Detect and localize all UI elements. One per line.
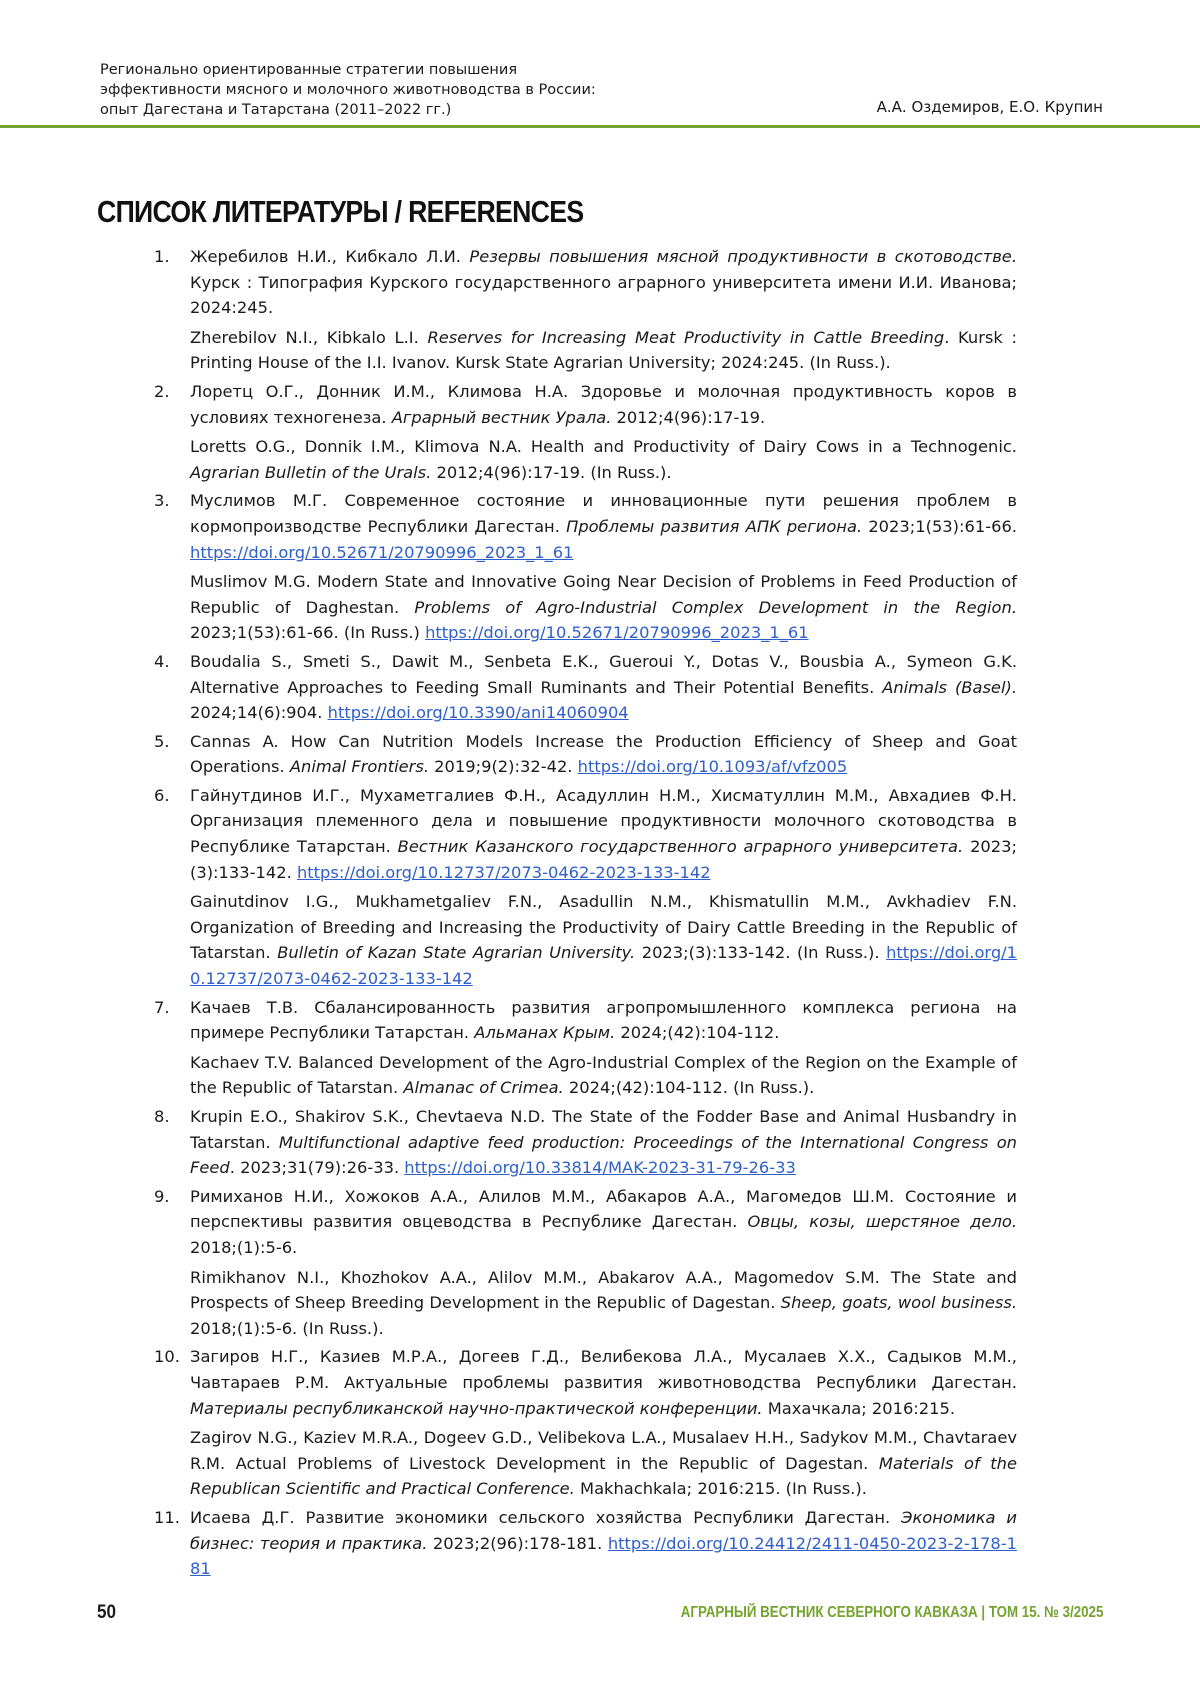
reference-item (140, 995, 1017, 1101)
running-authors: А.А. Оздемиров, Е.О. Крупин (876, 98, 1103, 116)
reference-list (140, 244, 1017, 1585)
citation-source: Аграрный вестник Урала. (391, 407, 612, 427)
citation-details: 2019;9(2):32-42. (429, 757, 578, 777)
citation-source: Резервы повышения мясной продуктивности в скотоводстве. (469, 247, 1017, 266)
reference-item (140, 1104, 1017, 1181)
citation-details: 2023;(3):133-142. (190, 837, 1017, 882)
reference-citation (190, 1184, 1017, 1261)
doi-link[interactable]: https://doi.org/10.12737/2073-0462-2023-133-142 (190, 943, 1017, 989)
citation-source: Экономика и бизнес: теория и практика. (190, 1507, 1017, 1553)
reference-citation (190, 244, 1017, 321)
reference-citation (190, 783, 1017, 885)
reference-citation-translit (190, 434, 1017, 485)
citation-source: Вестник Казанского государственного аграрного университета. (397, 837, 964, 857)
reference-number: 10. (154, 1347, 180, 1367)
reference-citation (190, 1505, 1017, 1582)
reference-number: 7. (154, 997, 170, 1017)
doi-link[interactable]: https://doi.org/10.24412/2411-0450-2023-2-178-181 (190, 1533, 1017, 1579)
reference-number: 2. (154, 381, 170, 401)
citation-source: Материалы республиканской научно-практической конференции. (190, 1398, 763, 1418)
reference-citation-translit (190, 1265, 1017, 1342)
reference-citation-translit (190, 889, 1017, 991)
reference-number: 1. (154, 247, 170, 266)
reference-citation-translit (190, 1050, 1017, 1101)
citation-authors-title: Качаев Т.В. Сбалансированность развития агропромышленного комплекса региона на примере Республики Татарстан. (190, 997, 1017, 1043)
reference-item (140, 244, 1017, 376)
reference-citation-translit (190, 569, 1017, 646)
reference-item (140, 1184, 1017, 1342)
citation-authors-title: Zagirov N.G., Kaziev M.R.A., Dogeev G.D., Velibekova L.A., Musalaev H.H., Sadykov M.M., Chavtaraev R.M. Actual Problems of Livestock Development in the Republic of Dagestan. (190, 1428, 1017, 1473)
doi-link[interactable]: https://doi.org/10.33814/MAK-2023-31-79-26-33 (404, 1158, 796, 1178)
citation-authors-title: Исаева Д.Г. Развитие экономики сельского хозяйства Республики Дагестан. (190, 1507, 902, 1527)
citation-source: Альманах Крым. (474, 1023, 616, 1043)
citation-authors-title: Жеребилов Н.И., Кибкало Л.И. (190, 247, 470, 266)
citation-source: Multifunctional adaptive feed production: Proceedings of the International Congress on Feed (190, 1132, 1017, 1178)
citation-authors-title: Rimikhanov N.I., Khozhokov A.A., Alilov M.M., Abakarov A.A., Magomedov S.M. The State and Prospects of Sheep Breeding Development in the Republic of Dagestan. (190, 1267, 1017, 1313)
page-header (0, 0, 1200, 128)
reference-citation (190, 995, 1017, 1046)
citation-authors-title: Loretts O.G., Donnik I.M., Klimova N.A. Health and Productivity of Dairy Cows in a Technogenic. (190, 437, 1017, 457)
citation-details: 2012;4(96):17-19. (611, 407, 766, 427)
reference-number: 5. (154, 731, 170, 751)
journal-name: АГРАРНЫЙ ВЕСТНИК СЕВЕРНОГО КАВКАЗА | ТОМ 15. № 3/2025 (680, 1604, 1103, 1621)
citation-details: 2023;1(53):61-66. (862, 516, 1017, 536)
citation-source: Bulletin of Kazan State Agrarian University. (277, 943, 636, 963)
doi-link[interactable]: https://doi.org/10.52671/20790996_2023_1_61 (425, 623, 809, 643)
reference-citation (190, 1104, 1017, 1181)
doi-link[interactable]: https://doi.org/10.52671/20790996_2023_1_61 (190, 542, 574, 562)
citation-authors-title: Muslimov M.G. Modern State and Innovative Going Near Decision of Problems in Feed Production of Republic of Daghestan. (190, 572, 1017, 617)
citation-details: Makhachkala; 2016:215. (In Russ.). (574, 1479, 867, 1499)
citation-details: 2024;(42):104-112. (615, 1023, 780, 1043)
citation-details: 2024;14(6):904. (190, 703, 328, 723)
reference-citation-translit (190, 1425, 1017, 1502)
reference-citation (190, 729, 1017, 780)
citation-authors-title: Гайнутдинов И.Г., Мухаметгалиев Ф.Н., Асадуллин Н.М., Хисматуллин М.М., Авхадиев Ф.Н. Организация племенного дела и повышение продуктивности молочного скотоводства в Республике Татарстан. (190, 785, 1017, 857)
citation-authors-title: Муслимов М.Г. Современное состояние и инновационные пути решения проблем в кормопроизводстве Республики Дагестан. (190, 491, 1017, 536)
citation-details: 2023;2(96):178-181. (427, 1533, 608, 1553)
citation-authors-title: Gainutdinov I.G., Mukhametgaliev F.N., Asadullin N.M., Khismatullin M.M., Avkhadiev F.N. Organization of Breeding and Increasing the Productivity of Dairy Cattle Breeding in the Republic of Tatarstan. (190, 892, 1017, 963)
citation-source: Agrarian Bulletin of the Urals. (190, 462, 432, 482)
citation-authors-title: Boudalia S., Smeti S., Dawit M., Senbeta E.K., Gueroui Y., Dotas V., Bousbia A., Symeon G.K. Alternative Approaches to Feeding Small Ruminants and Their Potential Benefits. (190, 651, 1017, 697)
citation-source: Овцы, козы, шерстяное дело. (747, 1212, 1017, 1232)
citation-source: Sheep, goats, wool business. (780, 1293, 1017, 1313)
running-title-line: Регионально ориентированные стратегии повышения (100, 62, 518, 78)
references-heading: СПИСОК ЛИТЕРАТУРЫ / REFERENCES (97, 194, 584, 229)
reference-item (140, 379, 1017, 485)
citation-authors-title: Лоретц О.Г., Донник И.М., Климова Н.А. Здоровье и молочная продуктивность коров в условиях техногенеза. (190, 381, 1017, 427)
reference-citation-translit (190, 325, 1017, 376)
reference-number: 8. (154, 1107, 170, 1126)
citation-details: . 2023;31(79):26-33. (229, 1158, 405, 1178)
citation-details: 2012;4(96):17-19. (In Russ.). (431, 462, 672, 482)
citation-authors-title: Krupin E.O., Shakirov S.K., Chevtaeva N.D. The State of the Fodder Base and Animal Husbandry in Tatarstan. (190, 1107, 1017, 1152)
reference-item (140, 488, 1017, 646)
citation-authors-title: Zherebilov N.I., Kibkalo L.I. (190, 327, 428, 347)
citation-details: 2024;(42):104-112. (In Russ.). (563, 1078, 815, 1098)
doi-link[interactable]: https://doi.org/10.1093/af/vfz005 (577, 757, 848, 777)
citation-source: Problems of Agro-Industrial Complex Development in the Region. (414, 597, 1018, 617)
reference-item (140, 729, 1017, 780)
citation-details: Махачкала; 2016:215. (762, 1398, 956, 1418)
citation-source: Animals (Basel). (882, 677, 1017, 697)
citation-details: 2018;(1):5-6. (In Russ.). (190, 1318, 384, 1338)
reference-number: 6. (154, 785, 170, 805)
citation-source: Animal Frontiers. (289, 757, 429, 777)
citation-details: 2018;(1):5-6. (190, 1237, 298, 1257)
reference-number: 4. (154, 651, 170, 671)
citation-source: Reserves for Increasing Meat Productivity in Cattle Breeding (427, 327, 945, 347)
citation-details: 2023;(3):133-142. (In Russ.). (635, 943, 887, 963)
reference-item (140, 1344, 1017, 1502)
citation-details: Курск : Типография Курского государственного аграрного университета имени И.И. Иванова; 2024:245. (190, 272, 1017, 318)
doi-link[interactable]: https://doi.org/10.3390/ani14060904 (327, 703, 629, 723)
citation-source: Materials of the Republican Scientific and Practical Conference. (190, 1453, 1018, 1499)
reference-number: 11. (154, 1507, 180, 1527)
reference-number: 3. (154, 491, 170, 511)
citation-details: . Kursk : Printing House of the I.I. Ivanov. Kursk State Agrarian University; 2024:245. (In Russ.). (190, 327, 1018, 373)
citation-details: 2023;1(53):61-66. (In Russ.) (190, 623, 426, 643)
reference-number: 9. (154, 1186, 170, 1206)
reference-item (140, 649, 1017, 726)
doi-link[interactable]: https://doi.org/10.12737/2073-0462-2023-133-142 (296, 862, 711, 882)
citation-authors-title: Cannas A. How Can Nutrition Models Increase the Production Efficiency of Sheep and Goat Operations. (190, 731, 1017, 777)
reference-citation (190, 379, 1017, 430)
citation-authors-title: Kachaev T.V. Balanced Development of the Agro-Industrial Complex of the Region on the Example of the Republic of Tatarstan. (190, 1052, 1017, 1098)
citation-authors-title: Римиханов Н.И., Хожоков А.А., Алилов М.М., Абакаров А.А., Магомедов Ш.М. Состояние и перспективы развития овцеводства в Республике Дагестан. (190, 1186, 1017, 1232)
header-divider (0, 125, 1200, 128)
reference-item (140, 1505, 1017, 1582)
running-title-line: эффективности мясного и молочного животноводства в России: (100, 82, 596, 98)
citation-source: Almanac of Crimea. (403, 1078, 564, 1098)
reference-citation (190, 649, 1017, 726)
citation-source: Проблемы развития АПК региона. (566, 516, 863, 536)
reference-citation (190, 488, 1017, 565)
reference-citation (190, 1344, 1017, 1421)
reference-item (140, 783, 1017, 992)
running-title (100, 60, 700, 120)
citation-authors-title: Загиров Н.Г., Казиев М.Р.А., Догеев Г.Д., Велибекова Л.А., Мусалаев Х.Х., Садыков М.М., Чавтараев Р.М. Актуальные проблемы развития животноводства Республики Дагестан. (190, 1347, 1017, 1392)
page-number: 50 (97, 1602, 117, 1623)
running-title-line: опыт Дагестана и Татарстана (2011–2022 гг.) (100, 102, 452, 118)
